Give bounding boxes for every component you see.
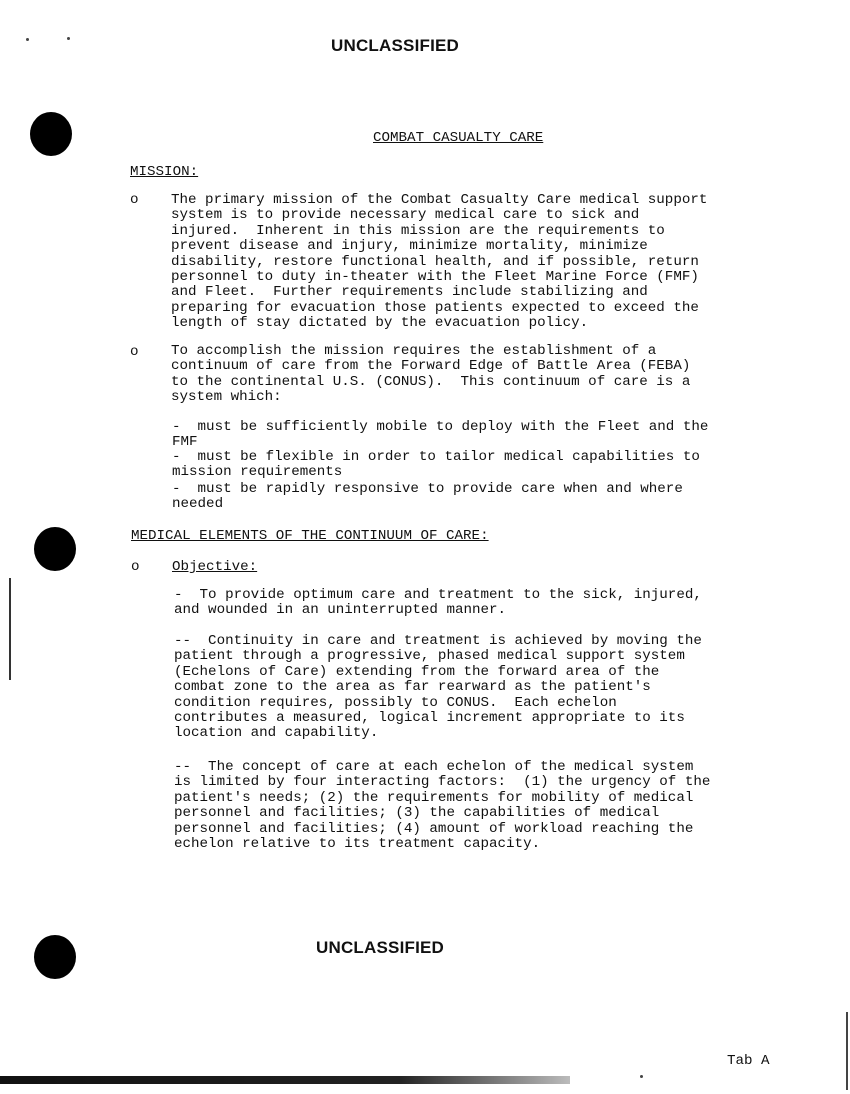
objective-bullet: o bbox=[131, 559, 140, 575]
scan-speck bbox=[67, 37, 70, 40]
mission-paragraph-1: The primary mission of the Combat Casualty Care medical support system is to provide necessary medical care to sick and injured. Inherent in this mission are the requirements to prevent disease and injury, minimize mortality, minimize disability, restore functional health, and if possible, return personnel to duty in-theater with the Fleet Marine Force (FMF) and Fleet. Further requirements include stabilizing and preparing for evacuation those patients expected to exceed the length of stay dictated by the evacuation policy. bbox=[171, 192, 708, 332]
system-requirement-item: - must be rapidly responsive to provide care when and where needed bbox=[172, 481, 683, 513]
mission-paragraph-2: To accomplish the mission requires the establishment of a continuum of care from the Forward Edge of Battle Area (FEBA) to the continental U.S. (CONUS). This continuum of care is a system which: bbox=[171, 343, 691, 406]
punch-hole-bottom bbox=[34, 935, 76, 979]
system-requirement-item: - must be flexible in order to tailor medical capabilities to mission requirements bbox=[172, 449, 700, 481]
mission-heading: MISSION: bbox=[130, 164, 199, 180]
mission-bullet-1: o bbox=[130, 192, 139, 208]
system-requirement-item: - must be sufficiently mobile to deploy with the Fleet and the FMF bbox=[172, 419, 709, 451]
objective-paragraph-3: -- The concept of care at each echelon of the medical system is limited by four interacting factors: (1) the urgency of the patient's needs; (2) the requirements for mobility of medical personnel and facilities; (3) the capabilities of medical personnel and facilities; (4) amount of workload reaching the echelon relative to its treatment capacity. bbox=[174, 759, 711, 853]
punch-hole-top bbox=[30, 112, 72, 156]
medical-elements-heading: MEDICAL ELEMENTS OF THE CONTINUUM OF CARE: bbox=[131, 528, 489, 544]
scan-edge-line-left bbox=[9, 578, 11, 680]
objective-paragraph-2: -- Continuity in care and treatment is achieved by moving the patient through a progressive, phased medical support system (Echelons of Care) extending from the forward area of the combat zone to the area as far rearward as the patient's condition requires, possibly to CONUS. Each echelon contributes a measured, logical increment appropriate to its location and capability. bbox=[174, 633, 702, 742]
scan-bottom-bar bbox=[0, 1076, 570, 1084]
punch-hole-middle bbox=[34, 527, 76, 571]
mission-bullet-2: o bbox=[130, 344, 139, 360]
document-title: COMBAT CASUALTY CARE bbox=[373, 130, 544, 146]
classification-header: UNCLASSIFIED bbox=[331, 36, 460, 55]
tab-label: Tab A bbox=[727, 1053, 770, 1069]
scan-edge-line-right bbox=[846, 1012, 848, 1090]
scan-speck bbox=[640, 1075, 643, 1078]
classification-footer: UNCLASSIFIED bbox=[316, 938, 445, 957]
scan-speck bbox=[26, 38, 29, 41]
objective-paragraph-1: - To provide optimum care and treatment to the sick, injured, and wounded in an uninterrupted manner. bbox=[174, 587, 702, 619]
objective-label: Objective: bbox=[172, 559, 258, 575]
